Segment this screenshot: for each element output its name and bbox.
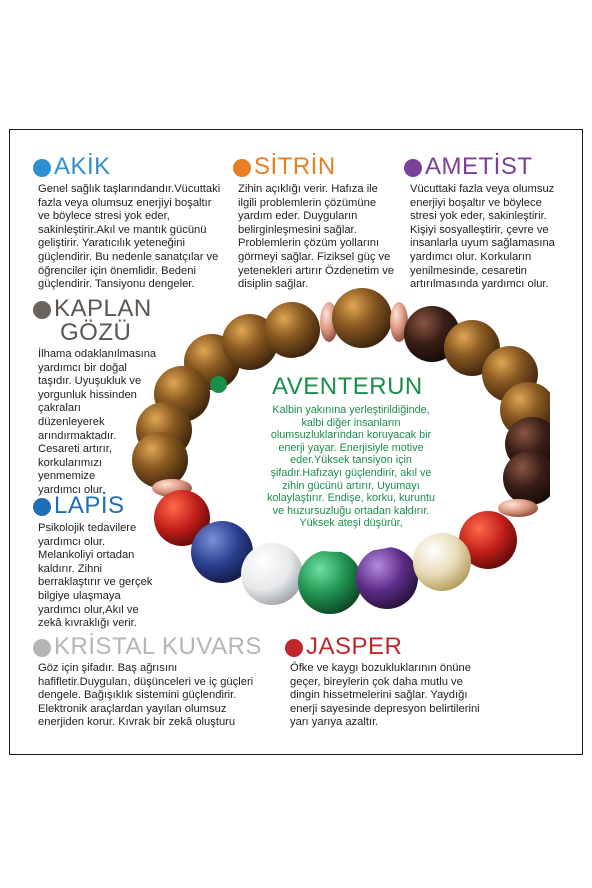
jasper-description: Öfke ve kaygı bozukluklarının önüne geçer, bireylerin çok daha mutlu ve dingin hissetmelerini sağlar. Yaydığı enerji sayesinde depresyon belirtilerini yarı yarıya azaltır. <box>290 662 480 729</box>
akik-dot <box>33 159 51 177</box>
bead-aventurine <box>298 550 362 614</box>
kaplan-title-line2: GÖZÜ <box>60 319 132 346</box>
sitrin-description: Zihin açıklığı verir. Hafıza ile ilgili problemlerin çözümüne yardım eder. Duyguların belirginleşmesini sağlar. Problemlerin çözüm yollarını görmeyi sağlar. Fiziksel güç ve yetenekleri artırır Özdenetim ve disiplin sağlar. <box>238 183 395 291</box>
bead-amethyst <box>356 547 418 609</box>
aventerun-title: AVENTERUN <box>272 373 423 400</box>
jasper-dot <box>285 639 303 657</box>
jasper-title: JASPER <box>285 634 402 660</box>
kaplan-dot <box>33 301 51 319</box>
sitrin-dot <box>233 159 251 177</box>
aventerun-description: Kalbin yakınına yerleştirildiğinde, kalbi diğer insanların olumsuzluklarından koruyacak bir enerji yayar. Enerjisiyle motive eder.Yüksek tansiyon için şifadır.Hafızayı güçlendirir, akıl ve zihin gücünü artırır, Uyumayı kolaylaştırır. Endişe, korku, kuruntu ve huzursuzluğu ortadan kaldırır. Yüksek ateşi düşürür, <box>266 404 436 530</box>
bead-clear-quartz <box>241 543 303 605</box>
ametist-description: Vücuttaki fazla veya olumsuz enerjiyi boşaltır ve böylece stresi yok eder, sakinleştirir. Kişiyi sosyalleştirir, çevre ve insanlarla uyum sağlamasına yardımcı olur. Korkuların yenilmesinde, cesaretin artırılmasında yardımcı olur. <box>410 183 555 291</box>
bead-tiger-eye <box>132 432 188 488</box>
ametist-title: AMETİST <box>404 154 533 180</box>
bead-spacer <box>498 499 538 517</box>
bead-tiger-eye <box>264 302 320 358</box>
lapis-dot <box>33 498 51 516</box>
kaplan-title: KAPLAN <box>33 296 152 322</box>
lapis-title: LAPİS <box>33 493 125 519</box>
bead-citrine <box>413 533 471 591</box>
kristal-description: Göz için şifadır. Baş ağrısını hafifletir.Duyguları, düşünceleri ve iç güçleri dengele. Bağışıklık sistemini güçlendirir. Elektronik araçlardan yayılan olumsuz enerjiden korur. Kıvrak bir zekâ oluşturu <box>38 662 254 729</box>
ametist-dot <box>404 159 422 177</box>
kristal-dot <box>33 639 51 657</box>
aventerun-dot <box>210 376 227 393</box>
lapis-description: Psikolojik tedavilere yardımcı olur. Melankoliyi ortadan kaldırır. Zihni berraklaştırır ve gerçek bilgiye ulaşmaya yardımcı olur,Akıl ve zekâ kıvraklığı verir. <box>38 522 153 630</box>
kaplan-description: İlhama odaklanılmasına yardımcı bir doğal taşıdır. Uyuşukluk ve yorgunluk hissinden çakraları düzenleyerek arındırmaktadır. Cesareti artırır, korkularımızı yenmemize yardımcı olur. <box>38 348 157 496</box>
kristal-title: KRİSTAL KUVARS <box>33 634 262 660</box>
sitrin-title: SİTRİN <box>233 154 336 180</box>
bead-tiger-eye <box>332 288 392 348</box>
akik-title: AKİK <box>33 154 111 180</box>
akik-description: Genel sağlık taşlarındandır.Vücuttaki fazla veya olumsuz enerjiyi boşaltır ve böylece stresi yok eder, sakinleştirir.Akıl ve mantık gücünü geliştirir. Yaratıcılık yeteneğini güçlendirir. Bu nedenle sanatçılar ve öğrenciler için önemlidir. Bedeni güçlendirir. Tansiyonu dengeler. <box>38 183 221 291</box>
